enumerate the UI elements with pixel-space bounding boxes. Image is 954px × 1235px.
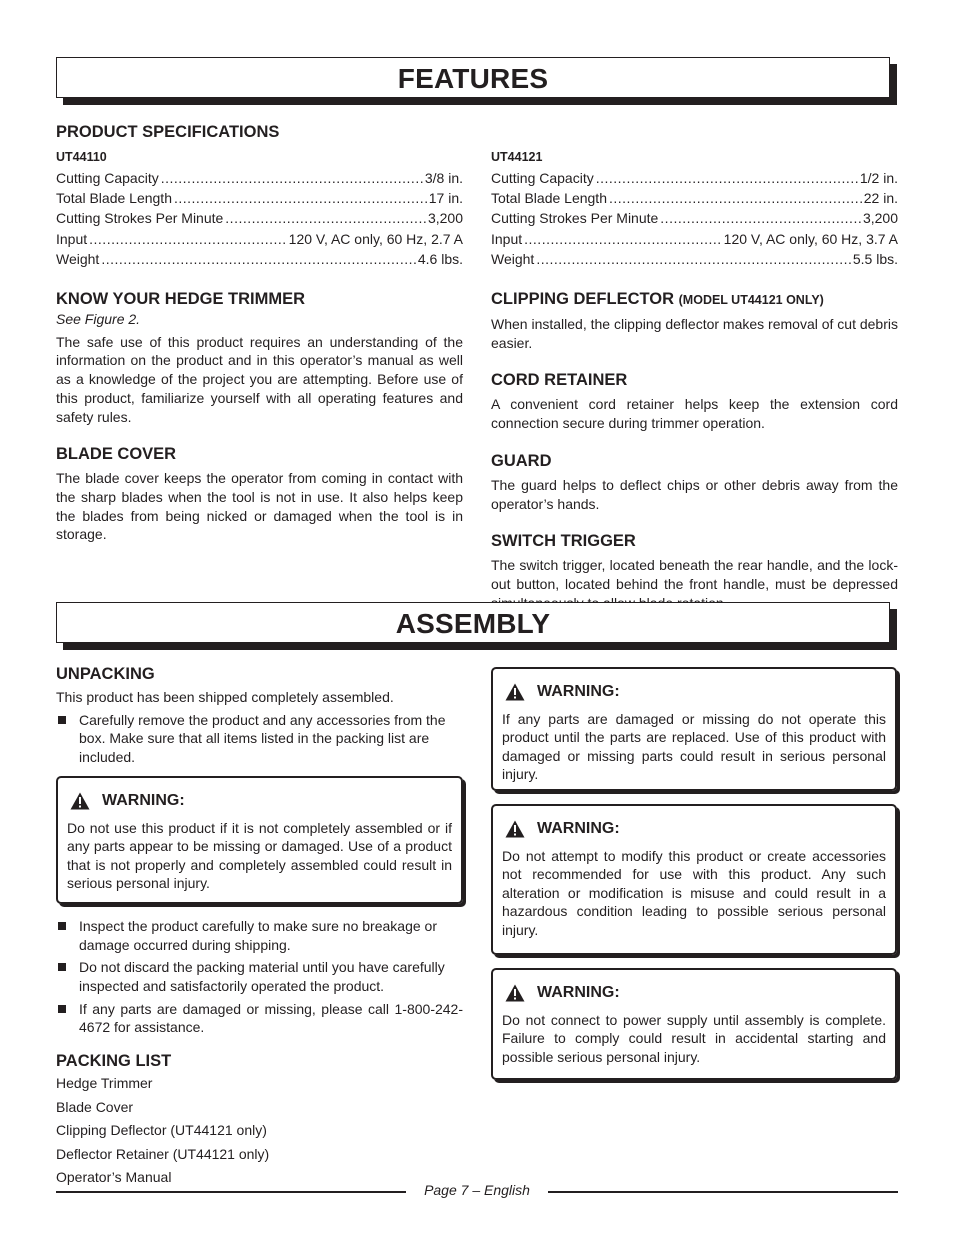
specs-right-table	[491, 168, 898, 269]
deflector-model-note: (MODEL UT44121 ONLY)	[678, 293, 824, 308]
switch-text: The switch trigger, located beneath the rear handle, and the lock-out button, located behind the front handle, must be depressed	[491, 557, 898, 592]
blade-cover-heading: BLADE COVER	[56, 445, 177, 464]
spec-value: 3/8 in.	[424, 170, 463, 186]
spec-value: 1/2 in.	[859, 170, 898, 186]
list-item: Deflector Retainer (UT44121 only)	[56, 1145, 270, 1162]
spec-value: 3,200	[427, 210, 463, 227]
model-ut44121: UT44121	[491, 150, 543, 164]
packing-list	[56, 1072, 463, 1190]
guard-heading: GUARD	[491, 451, 552, 470]
unpacking-heading: UNPACKING	[56, 665, 155, 683]
blade-cover-text: The blade cover keeps the operator from coming in contact with the sharp blades when the tool is not in use. It also helps keep the blades from being nicked or damaged when the tool is in storage.	[56, 470, 463, 543]
spec-label: Weight	[56, 250, 100, 267]
spec-row	[56, 229, 463, 249]
warning-text: Do not use this product if it is not completely assembled or if any parts appear to be missing or damaged. Use of a product that is not properly and completely assembled could result in serious personal injury.	[67, 819, 452, 892]
bullet-text: Do not discard the packing material until you have carefully inspected and satisfactorily operated the product.	[79, 959, 445, 994]
packing-list-heading: PACKING LIST	[56, 1052, 172, 1071]
warning-label: WARNING:	[537, 683, 620, 700]
spec-label: Cutting Strokes Per Minute	[491, 210, 659, 227]
warning-triangle-icon	[505, 984, 525, 1002]
assembly-left-column	[56, 664, 463, 1190]
spec-row	[56, 188, 463, 208]
warning-label: WARNING:	[537, 984, 620, 1001]
assembly-banner: ASSEMBLY	[56, 602, 890, 643]
spec-label: Cutting Capacity	[491, 170, 594, 186]
spec-row	[56, 208, 463, 228]
specs-left-table	[56, 168, 463, 269]
page-number: Page 7 – English	[424, 1182, 530, 1198]
warning-triangle-icon	[505, 683, 525, 701]
warning-text: Do not connect to power supply until assembly is complete. Failure to comply could result in accidental starting and possible serious personal injury.	[502, 1011, 886, 1065]
warning-text: If any parts are damaged or missing do not operate this product until the parts are replaced. Use of this product with damaged or missing parts could result in serious personal injury.	[502, 710, 886, 783]
bullet-item	[56, 958, 463, 995]
spec-label: Weight	[491, 250, 535, 267]
list-item: Clipping Deflector (UT44121 only)	[56, 1122, 267, 1139]
spec-value: 120 V, AC only, 60 Hz, 3.7 A	[723, 230, 898, 247]
deflector-heading: CLIPPING DEFLECTOR (MODEL UT44121 ONLY)	[491, 290, 824, 309]
cord-retainer-heading: CORD RETAINER	[491, 371, 628, 390]
features-banner: FEATURES	[56, 57, 890, 98]
warning-header	[502, 984, 886, 1003]
spec-row	[56, 168, 463, 188]
specs-heading: PRODUCT SPECIFICATIONS	[56, 123, 280, 141]
see-figure-note: See Figure 2.	[56, 311, 141, 328]
square-bullet-icon	[58, 716, 66, 724]
deflector-text: When installed, the clipping deflector makes removal of cut debris easier.	[491, 316, 898, 351]
spec-value: 3,200	[862, 210, 898, 227]
bullet-text: Carefully remove the product and any accessories from the box. Make sure that all items listed in the packing list are included.	[79, 711, 446, 766]
unpacking-intro: This product has been shipped completely assembled.	[56, 689, 394, 705]
spec-row	[56, 249, 463, 269]
bullet-item	[56, 711, 463, 767]
spec-row	[491, 208, 898, 228]
square-bullet-icon	[58, 1005, 66, 1013]
warning-header	[502, 820, 886, 839]
features-right-column	[491, 146, 898, 612]
blade-cover-section	[56, 444, 463, 544]
spec-value: 4.6 lbs.	[417, 250, 463, 267]
page-footer	[56, 1182, 898, 1200]
spec-row	[491, 229, 898, 249]
bullet-text: Inspect the product carefully to make sure no breakage or damage occurred during shipping.	[79, 917, 437, 953]
spec-label: Cutting Strokes Per Minute	[56, 210, 224, 227]
assembly-right-column	[491, 667, 897, 1080]
spec-value: 17 in.	[428, 190, 463, 207]
spec-row	[491, 249, 898, 269]
cord-retainer-section	[491, 370, 898, 432]
bullet-item	[56, 1000, 463, 1037]
warning-triangle-icon	[505, 820, 525, 838]
spec-row	[491, 168, 898, 188]
switch-section	[491, 531, 898, 612]
deflector-section	[491, 289, 898, 352]
guard-text: The guard helps to deflect chips or other debris away from the operator’s hands.	[491, 476, 898, 512]
model-ut44110: UT44110	[56, 150, 107, 164]
packing-list-section	[56, 1051, 463, 1190]
warning-box	[491, 968, 897, 1080]
warning-box	[491, 667, 897, 791]
spec-label: Total Blade Length	[56, 190, 172, 207]
square-bullet-icon	[58, 922, 66, 930]
list-item: Blade Cover	[56, 1098, 134, 1115]
list-item: Operator’s Manual	[56, 1169, 172, 1186]
list-item: Hedge Trimmer	[56, 1075, 153, 1092]
warning-label: WARNING:	[102, 791, 185, 809]
unpacking-bullets	[56, 917, 463, 1037]
know-text: The safe use of this product requires an understanding of the information on the product and in this operator’s manual as well as a knowledge of the project you are attempting. Before use of this product, familiarize yourself with all operating features and safety rules.	[56, 333, 463, 425]
switch-heading: SWITCH TRIGGER	[491, 532, 636, 551]
warning-box	[491, 804, 897, 955]
warning-label: WARNING:	[537, 820, 620, 837]
features-left-column	[56, 122, 463, 544]
spec-label: Total Blade Length	[491, 190, 607, 207]
spec-row	[491, 188, 898, 208]
guard-section	[491, 451, 898, 513]
bullet-item	[56, 917, 463, 954]
bullet-text: If any parts are damaged or missing, please call 1-800-242-4672 for assistance.	[79, 1000, 463, 1036]
spec-label: Input	[491, 230, 523, 247]
square-bullet-icon	[58, 963, 66, 971]
warning-box	[56, 776, 463, 904]
cord-retainer-text: A convenient cord retainer helps keep the extension cord connection secure during trimmer operation.	[491, 396, 898, 432]
warning-header	[67, 792, 452, 811]
spec-value: 120 V, AC only, 60 Hz, 2.7 A	[288, 230, 463, 247]
warning-header	[502, 683, 886, 702]
know-section	[56, 289, 463, 426]
warning-text: Do not attempt to modify this product or create accessories not recommended for use with this product. Any such alteration or modification is misuse and could result in a hazardous condition leading to possible serious personal injury.	[502, 847, 886, 938]
spec-value: 5.5 lbs.	[852, 250, 898, 267]
warning-triangle-icon	[70, 792, 90, 810]
spec-value: 22 in.	[863, 190, 898, 207]
spec-label: Input	[56, 230, 88, 247]
spec-label: Cutting Capacity	[56, 170, 159, 186]
know-heading: KNOW YOUR HEDGE TRIMMER	[56, 290, 306, 309]
